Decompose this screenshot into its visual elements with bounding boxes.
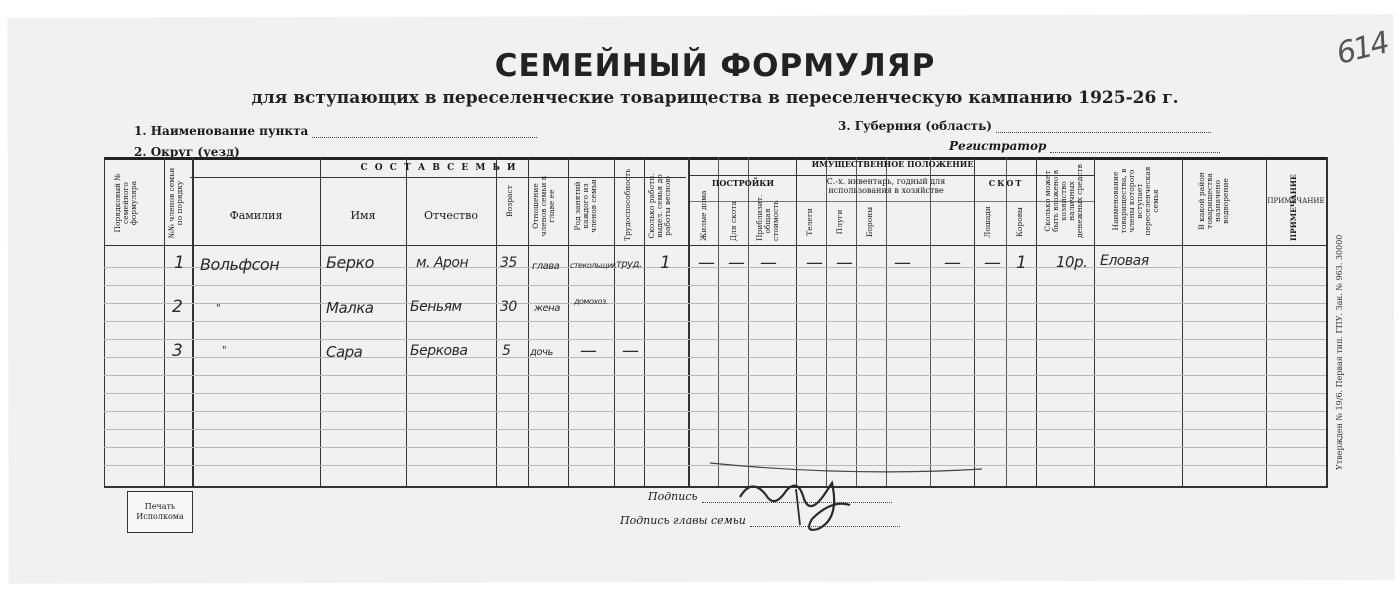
field-province-label: 3. Губерния (область)	[838, 119, 992, 133]
col-line	[528, 157, 529, 487]
row3-occupation-dash: —	[580, 341, 597, 361]
col-cows: Коровы	[1015, 207, 1024, 237]
field-district-label: 2. Округ (уезд)	[134, 145, 240, 159]
field-point-line[interactable]	[312, 127, 537, 138]
signature-label: Подпись	[648, 490, 698, 503]
row-line	[104, 411, 1326, 412]
row1-surname: Вольфсон	[200, 255, 280, 274]
family-table	[104, 157, 1328, 487]
col-line	[1006, 157, 1007, 487]
row-line	[104, 303, 1326, 304]
form-title: СЕМЕЙНЫЙ ФОРМУЛЯР	[494, 48, 936, 84]
row3-no: 3	[172, 341, 183, 361]
livestock-group-label: СКОТ	[988, 178, 1024, 188]
col-harrows: Бороны	[865, 206, 874, 238]
col-line	[826, 157, 827, 487]
row2-patronymic: Беньям	[410, 299, 462, 315]
col-work-capacity: Трудоспособность	[623, 168, 632, 241]
page-number: 614	[1333, 25, 1392, 72]
col-line	[1036, 157, 1037, 487]
row-line	[104, 375, 1326, 376]
col-line	[1266, 157, 1267, 487]
field-province-line[interactable]	[996, 122, 1211, 133]
row3-surname-ditto: "	[222, 345, 227, 356]
col-occupation: Род занятий каждого из членов семьи	[573, 179, 598, 233]
field-registrar-label: Регистратор	[949, 139, 1047, 153]
col-horses: Лошади	[983, 206, 992, 238]
row1-relation: глава	[532, 261, 560, 272]
col-line	[718, 157, 719, 487]
col-total-value: Приблизит. общая стоимость	[755, 194, 780, 241]
col-age: Возраст	[505, 185, 514, 217]
row2-no: 2	[172, 297, 183, 317]
field-point-label: 1. Наименование пункта	[134, 124, 309, 138]
row2-age: 30	[500, 299, 517, 315]
col-dwelling: Жилые дома	[699, 190, 708, 241]
field-province[interactable]	[838, 119, 1211, 133]
col-ploughs: Плуги	[835, 209, 844, 235]
col-line	[974, 157, 975, 487]
row3-age: 5	[502, 343, 511, 359]
row1-cattle-dash: —	[728, 253, 745, 273]
row1-carts-dash: —	[806, 253, 823, 273]
col-member-no: №№ членов семьи по порядку	[167, 167, 184, 239]
col-serial: Порядковый № семейного формуляра	[113, 173, 138, 233]
col-line	[406, 157, 407, 487]
col-line	[104, 157, 105, 487]
row-line	[104, 285, 1326, 286]
col-surname: Фамилия	[229, 209, 283, 222]
row1-occupation: стекольщик	[570, 261, 617, 270]
row-line	[104, 429, 1326, 430]
col-line	[614, 157, 615, 487]
col-cattle-sheds: Для скота	[729, 200, 738, 241]
col-notes: ПРИМЕЧАНИЕ	[1267, 197, 1325, 205]
col-region: В какой район товарищества назначено водворение	[1197, 172, 1230, 230]
executive-committee-seal-box: Печать Исполкома	[127, 491, 193, 533]
col-line	[164, 157, 165, 487]
row1-horses-dash: —	[984, 253, 1001, 273]
property-sub-rule	[690, 201, 1095, 202]
col-line	[644, 157, 645, 487]
col-partnership: Наименование товарищества, в члены которого вступает переселенческая семья	[1111, 166, 1160, 236]
row1-dwelling-dash: —	[698, 253, 715, 273]
col-line	[320, 157, 321, 487]
printer-imprint: Утвержден № 19/6. Первая тип. ГПУ. Зак. № 963. 30000	[1335, 234, 1344, 470]
row1-ploughs-dash: —	[836, 253, 853, 273]
col-carts: Телеги	[805, 208, 814, 236]
col-line	[496, 157, 497, 487]
row3-relation: дочь	[530, 347, 553, 358]
row-line	[104, 393, 1326, 394]
col-line	[886, 157, 887, 487]
row3-name: Сара	[326, 343, 363, 361]
col-line	[796, 157, 797, 487]
row-line	[104, 357, 1326, 358]
row1-harrows-dash: —	[894, 253, 911, 273]
row1-patronymic: м. Арон	[416, 255, 469, 271]
col-line	[1182, 157, 1183, 487]
col-name: Имя	[350, 209, 376, 222]
col-notes-vertical: ПРИМЕЧАНИЕ	[1289, 174, 1298, 241]
row1-extra-dash: —	[944, 253, 961, 273]
row1-workers: 1	[660, 253, 671, 273]
col-line	[1326, 157, 1328, 487]
family-group-rule	[190, 177, 686, 178]
col-line	[192, 157, 194, 487]
row1-name: Берко	[326, 253, 374, 272]
col-line	[748, 157, 749, 487]
col-line	[688, 157, 690, 487]
row3-patronymic: Беркова	[410, 343, 468, 359]
row2-name: Малка	[326, 299, 374, 317]
field-registrar[interactable]	[949, 139, 1220, 153]
field-registrar-line[interactable]	[1050, 142, 1220, 153]
col-relation: Отношение членов семьи к главе ее	[531, 175, 556, 237]
col-patronymic: Отчество	[424, 209, 478, 222]
row2-relation: жена	[534, 303, 560, 314]
col-cash: Сколько может быть вложено в хозяйство наличных денежных средств	[1043, 164, 1084, 238]
row1-value-dash: —	[760, 253, 777, 273]
table-header-rule	[104, 245, 1326, 246]
row1-partnership: Еловая	[1100, 253, 1149, 269]
row-line	[104, 447, 1326, 448]
col-line	[856, 157, 857, 487]
row1-cash: 10р.	[1056, 253, 1088, 271]
field-point[interactable]	[134, 124, 537, 138]
row1-work: труд.	[616, 259, 642, 270]
row-line	[104, 339, 1326, 340]
inventory-group-label: С.-х. инвентарь, годный для использования в хозяйстве	[826, 177, 946, 195]
row2-occupation: домохоз.	[574, 297, 608, 306]
family-group-label: С О С Т А В С Е М Ь И	[360, 163, 518, 173]
property-group-rule	[690, 175, 1095, 176]
handwritten-signature-scribble	[700, 455, 990, 535]
col-line	[930, 157, 931, 487]
row2-surname-ditto: "	[216, 303, 221, 314]
row1-cows: 1	[1016, 253, 1027, 273]
col-workers: Сколько работн. выдел. семья до работы весною	[647, 173, 672, 239]
row1-age: 35	[500, 255, 517, 271]
col-line	[1094, 157, 1095, 487]
row3-work-dash: —	[622, 341, 639, 361]
row1-no: 1	[174, 253, 185, 273]
form-subtitle: для вступающих в переселенческие товарищества в переселенческую кампанию 1925-26 г.	[251, 88, 1179, 108]
col-line	[568, 157, 569, 487]
property-group-label: ИМУЩЕСТВЕННОЕ ПОЛОЖЕНИЕ	[811, 159, 974, 169]
buildings-group-label: ПОСТРОЙКИ	[711, 178, 775, 188]
row-line	[104, 321, 1326, 322]
head-signature-label: Подпись главы семьи	[620, 514, 746, 527]
